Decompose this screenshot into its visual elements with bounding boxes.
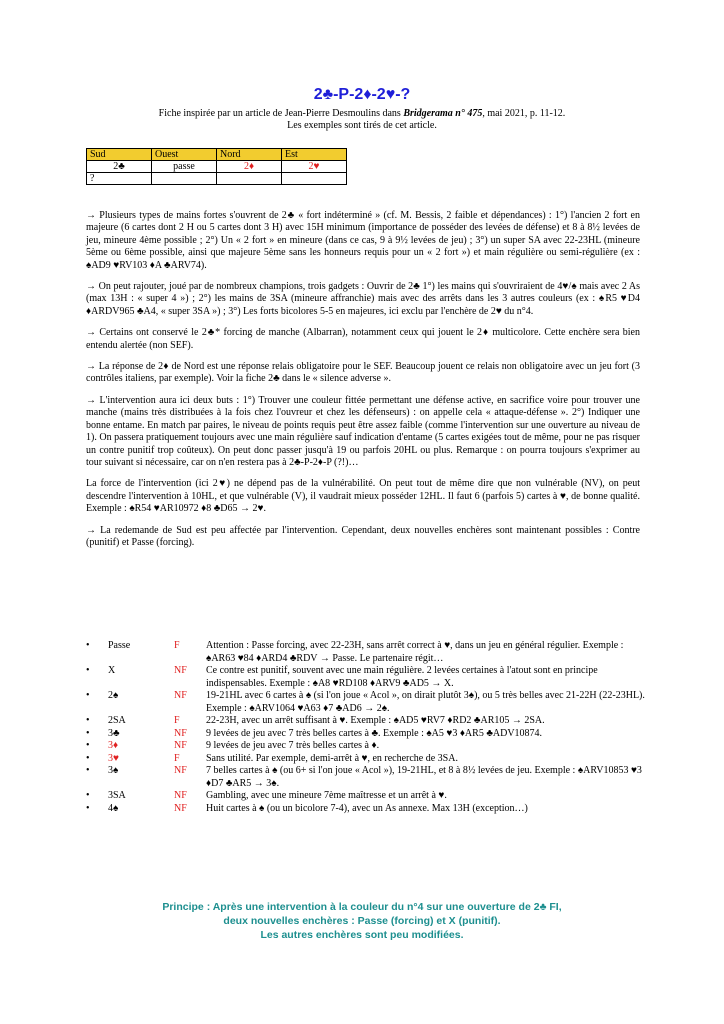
- bid-label: 4♠: [108, 802, 119, 814]
- list-item: [86, 765, 646, 790]
- bid-type: F: [174, 752, 180, 764]
- bid-description: 22-23H, avec un arrêt suffisant à ♥. Exemple : ♠AD5 ♥RV7 ♦RD2 ♣AR105 → 2SA.: [206, 715, 545, 726]
- paragraph: → La réponse de 2♦ de Nord est une réponse relais obligatoire pour le SEF. Beaucoup jouent ce relais non obligatoire avec un jeu fort (3 contrôles italiens, par exemple). Voir la fiche 2♣ dans le « silence adverse ».: [86, 361, 640, 385]
- subtitle-journal: Bridgerama n° 475: [403, 108, 483, 119]
- bullet-icon: •: [86, 715, 90, 726]
- header-nord: Nord: [217, 149, 282, 161]
- bullet-icon: •: [86, 640, 90, 651]
- auction-cell: [152, 173, 217, 185]
- paragraph: → La redemande de Sud est peu affectée par l'intervention. Cependant, deux nouvelles enchères sont maintenant possibles : Contre (punitif) et Passe (forcing).: [86, 524, 640, 548]
- auction-cell: [282, 173, 347, 185]
- list-item: [86, 803, 646, 816]
- list-item: [86, 665, 646, 690]
- bid-description: Sans utilité. Par exemple, demi-arrêt à ♥, en recherche de 3SA.: [206, 752, 458, 764]
- bid-description: Attention : Passe forcing, avec 22-23H, sans arrêt correct à ♥, dans un jeu en général régulier. Exemple : ♠AR63 ♥84 ♦ARD4 ♣RDV → Passe. Le partenaire régit…: [206, 640, 624, 664]
- bid-description: 9 levées de jeu avec 7 très belles cartes à ♣. Exemple : ♠A5 ♥3 ♦AR5 ♣ADV10874.: [206, 727, 543, 739]
- auction-row: [87, 173, 347, 185]
- principle-line: Les autres enchères sont peu modifiées.: [260, 929, 464, 941]
- bid-list: [86, 640, 646, 815]
- bid-description: Ce contre est punitif, souvent avec une main régulière. 2 levées certaines à l'atout sont en principe indispensables. Exemple : ♠A8 ♥RD108 ♦ARV9 ♣AD5 → X.: [206, 665, 598, 689]
- bid-type: NF: [174, 740, 187, 751]
- subtitle-source-note: Les exemples sont tirés de cet article.: [287, 120, 437, 131]
- list-item: [86, 740, 646, 753]
- bid-type: F: [174, 640, 180, 651]
- bid-type: NF: [174, 765, 187, 776]
- bid-label: 3♠: [108, 765, 119, 776]
- bid-type: NF: [174, 790, 187, 801]
- bid-description: 19-21HL avec 6 cartes à ♠ (si l'on joue « Acol », on dirait plutôt 3♠), ou 5 très belles avec 21-22H (22-23HL). Exemple : ♠ARV1064 ♥A63 ♦7 ♣AD6 → 2♠.: [206, 690, 645, 714]
- list-item: [86, 753, 646, 766]
- bid-type: F: [174, 715, 180, 726]
- bid-label: 3♦: [108, 740, 119, 751]
- bid-label: 3♥: [108, 752, 119, 764]
- bid-type: NF: [174, 690, 187, 701]
- bid-label: X: [108, 665, 116, 676]
- bullet-icon: •: [86, 690, 90, 701]
- bid-description: 9 levées de jeu avec 7 très belles cartes à ♦.: [206, 740, 380, 751]
- subtitle-date: , mai 2021, p. 11-12.: [482, 108, 566, 119]
- bid-description: 7 belles cartes à ♠ (ou 6+ si l'on joue « Acol »), 19-21HL, et 8 à 8½ levées de jeu. Exemple : ♠ARV10853 ♥3 ♦D7 ♣AR5 → 3♠.: [206, 765, 642, 789]
- list-item: [86, 715, 646, 728]
- header-est: Est: [282, 149, 347, 161]
- auction-cell: 2♣: [87, 161, 152, 173]
- body-text: [86, 210, 640, 558]
- paragraph: → On peut rajouter, joué par de nombreux champions, trois gadgets : Ouvrir de 2♣ 1°) les mains qui s'ouvriraient de 4♥/♠ mais avec 2 As (max 13H : « super 4 ») ; 2°) les mains de 3SA (mineure affranchie) mais avec des arrêts dans les 3 autres couleurs (ex : ♠R5 ♥D4 ♦ARDV965 ♣A4, « super 3SA ») ; 3°) Les forts bicolores 5-5 en majeures, ici exclu par l'enchère de 2♥ du n°4.: [86, 281, 640, 317]
- bid-description: Gambling, avec une mineure 7ème maîtresse et un arrêt à ♥.: [206, 790, 447, 801]
- header-ouest: Ouest: [152, 149, 217, 161]
- auction-cell: ?: [87, 173, 152, 185]
- auction-table: [86, 148, 347, 185]
- bid-label: Passe: [108, 640, 131, 651]
- list-item: [86, 690, 646, 715]
- bullet-icon: •: [86, 727, 90, 739]
- header-sud: Sud: [87, 149, 152, 161]
- paragraph: La force de l'intervention (ici 2♥) ne dépend pas de la vulnérabilité. On peut tout de même dire que non vulnérable (NV), on peut descendre l'intervention à 10HL, et que vulnérable (V), il vaudrait mieux posséder 12HL. Il faut 6 (parfois 5) cartes à ♥, de bonne qualité. Exemple : ♠R54 ♥AR10972 ♦8 ♣D65 → 2♥.: [86, 478, 640, 515]
- bid-label: 2♠: [108, 690, 119, 701]
- auction-cell: 2♥: [282, 161, 347, 173]
- principle-line: deux nouvelles enchères : Passe (forcing) et X (punitif).: [223, 915, 501, 927]
- list-item: [86, 790, 646, 803]
- bullet-icon: •: [86, 802, 90, 814]
- list-item: [86, 640, 646, 665]
- auction-cell: [217, 173, 282, 185]
- paragraph: → Certains ont conservé le 2♣* forcing de manche (Albarran), notamment ceux qui jouent le 2♦ multicolore. Cette enchère sera bien entendu alertée (non SEF).: [86, 327, 640, 351]
- bullet-icon: •: [86, 740, 90, 751]
- bullet-icon: •: [86, 765, 90, 776]
- subtitle-text: Fiche inspirée par un article de Jean-Pierre Desmoulins dans: [158, 108, 404, 119]
- page-title: 2♣-P-2♦-2♥-?: [313, 86, 411, 103]
- bid-description: Huit cartes à ♠ (ou un bicolore 7-4), avec un As annexe. Max 13H (exception…): [206, 802, 528, 814]
- subtitle: [0, 108, 724, 132]
- bid-type: NF: [174, 802, 187, 814]
- auction-row: [87, 161, 347, 173]
- principle-box: [0, 900, 724, 942]
- list-item: [86, 728, 646, 741]
- bullet-icon: •: [86, 665, 90, 676]
- auction-cell: 2♦: [217, 161, 282, 173]
- bid-label: 2SA: [108, 715, 126, 726]
- bid-label: 3SA: [108, 790, 126, 801]
- paragraph: → L'intervention aura ici deux buts : 1°) Trouver une couleur fittée permettant une défense active, en sacrifice voire pour trouver une manche (mains très distribuées à la fois chez l'ouvreur et chez les défenseurs) : on appelle cela « attaque-défense ». 2°) Indiquer une bonne entame. En match par paires, le niveau de points requis peut être assez faible (comme l'intervention sur une ouverture au niveau de 1). On passera pratiquement toujours avec une main régulière sauf indication d'entame (5 cartes exigées tout de même, pour ne pas risquer un contre punitif trop coûteux). On peut donc passer jusqu'à 19 ou parfois 20HL ou plus. Remarque : on pourra toujours s'exprimer au tour suivant si nécessaire, car on n'en restera pas à 2♣-P-2♦-P (?!)…: [86, 394, 640, 468]
- bid-label: 3♣: [108, 727, 120, 739]
- auction-header-row: [87, 149, 347, 161]
- bullet-icon: •: [86, 790, 90, 801]
- paragraph: → Plusieurs types de mains fortes s'ouvrent de 2♣ « fort indéterminé » (cf. M. Bessis, 2 faible et dépendances) : 1°) l'ancien 2 fort en majeure (6 cartes dont 2 H ou 5 cartes dont 3 H) avec 15H minimum (importance de posséder des levées de défense) et 8 à 8½ levées de jeu, mineure 4ème possible ; 2°) Un « 2 fort » en mineure (dans ce cas, 9 à 9½ levées de jeu) ; 3°) un super SA avec 22-23HL (mineure 5ème ou 6ème possible, ainsi que majeure 5ème sans les honneurs requis pour un « 2 fort ») et main régulière ou semi-régulière (ex : ♠AD9 ♥RV103 ♦A ♣ARV74).: [86, 210, 640, 271]
- principle-line: Principe : Après une intervention à la couleur du n°4 sur une ouverture de 2♣ FI,: [162, 901, 562, 913]
- bid-type: NF: [174, 665, 187, 676]
- bid-type: NF: [174, 727, 187, 739]
- bullet-icon: •: [86, 752, 90, 764]
- auction-cell: passe: [152, 161, 217, 173]
